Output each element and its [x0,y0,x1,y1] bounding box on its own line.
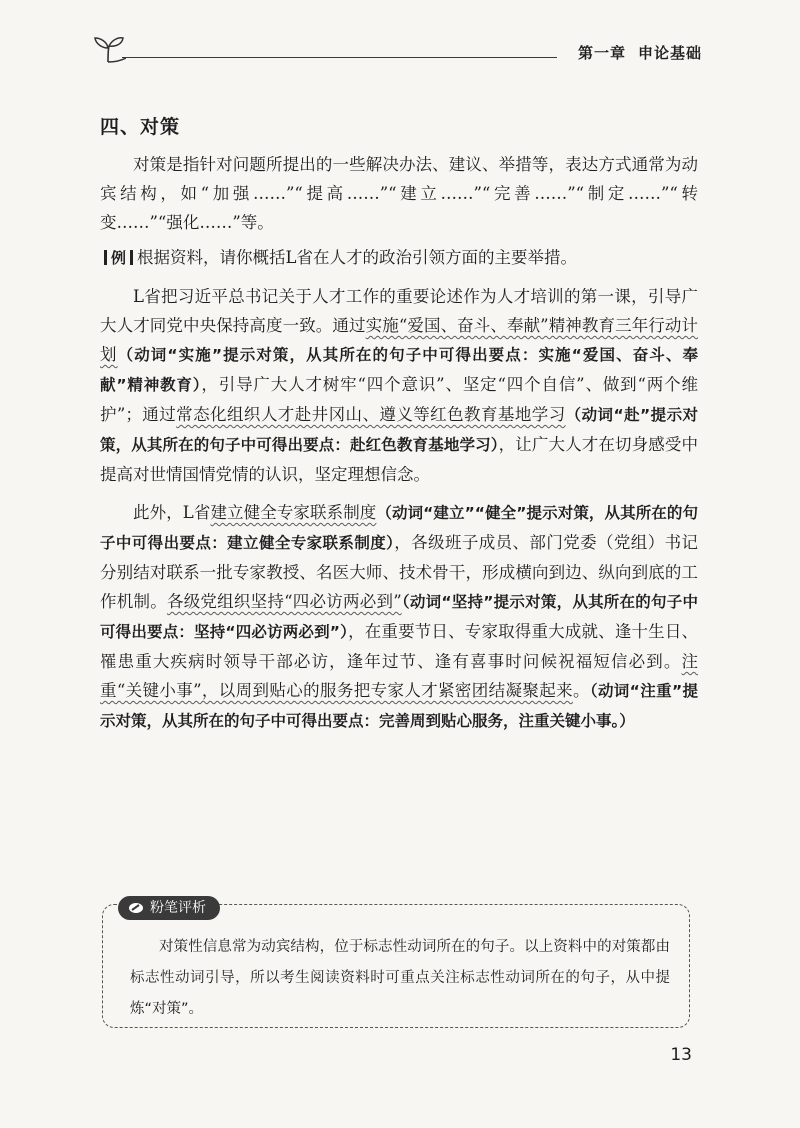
text-run: 此外，L省 [133,503,211,522]
analysis-note: （动词“注重”提示对策，从其所在的句子中可得出要点：完善周到贴心服务，注重关键小事。） [100,682,699,730]
text-run: ，在重要节日、专家取得重大成就、逢十生日、罹患重大疾病时领导干部必访，逢年过节、逢有喜事时问候祝福短信必到。 [100,622,698,671]
analysis-tag-label: 粉笔评析 [150,900,206,916]
analysis-text: 对策性信息常为动宾结构，位于标志性动词所在的句子。以上资料中的对策都由标志性动词引导，所以考生阅读资料时可重点关注标志性动词所在的句子，从中提炼“对策”。 [130,939,670,1017]
intro-paragraph: 对策是指针对问题所提出的一些解决办法、建议、举措等，表达方式通常为动宾结构，如“加强……”“提高……”“建立……”“完善……”“制定……”“转变……”“强化……”等。 [100,155,698,232]
example-tag: 例 [111,249,127,267]
page-number: 13 [670,1045,692,1065]
chapter-number: 第一章 [577,44,626,62]
sprout-icon [92,34,126,64]
underlined-measure: 实施“爱国、奋斗、奉献”精神教育三年行动计划 [100,316,699,364]
chapter-title: 申论基础 [637,44,702,62]
chalk-icon [128,902,144,914]
chapter-label [578,42,702,63]
underlined-measure: 建立健全专家联系制度 [210,503,377,522]
text-run: ，引导广大人才树牢“四个意识”、坚定“四个自信”、做到“两个维护”；通过 [100,375,698,424]
text-run: ，让广大人才在切身感受中提高对世情国情党情的认识，坚定理想信念。 [100,435,699,484]
example-bar-left [104,250,107,265]
material-paragraph-2 [100,498,698,736]
text-run: L省把习近平总书记关于人才工作的重要论述作为人才培训的第一课，引导广大人才同党中央保持高度一致。通过 [100,287,698,335]
main-content [100,150,698,736]
underlined-measure: 注重“关键小事”，以周到贴心的服务把专家人才紧密团结凝聚起来 [100,652,698,700]
header-rule [122,57,557,58]
analysis-note: （动词“建立”“健全”提示对策，从其所在的句子中可得出要点：建立健全专家联系制度） [100,504,698,552]
example-text: 根据资料，请你概括L省在人才的政治引领方面的主要举措。 [137,248,577,267]
analysis-note: （动词“坚持”提示对策，从其所在的句子中可得出要点：坚持“四必访两必到”） [100,593,698,641]
section-title: 四、对策 [100,116,181,138]
material-paragraph-1 [100,282,698,489]
example-bar-right [130,250,133,265]
analysis-tag [118,896,220,920]
analysis-note: （动词“赴”提示对策，从其所在的句子中可得出要点：赴红色教育基地学习） [100,406,699,454]
text-run: 。 [572,681,590,700]
underlined-measure: 各级党组织坚持“四必访两必到” [166,592,402,611]
page-header [92,34,702,74]
example-question [100,243,698,273]
text-run: ，各级班子成员、部门党委（党组）书记分别结对联系一批专家教授、名医大师、技术骨干，形成横向到边、纵向到底的工作机制。 [100,533,698,611]
analysis-note: （动词“实施”提示对策，从其所在的句子中可得出要点：实施“爱国、奋斗、奉献”精神教育） [100,346,698,394]
underlined-measure: 常态化组织人才赴井冈山、遵义等红色教育基地学习 [176,405,566,424]
